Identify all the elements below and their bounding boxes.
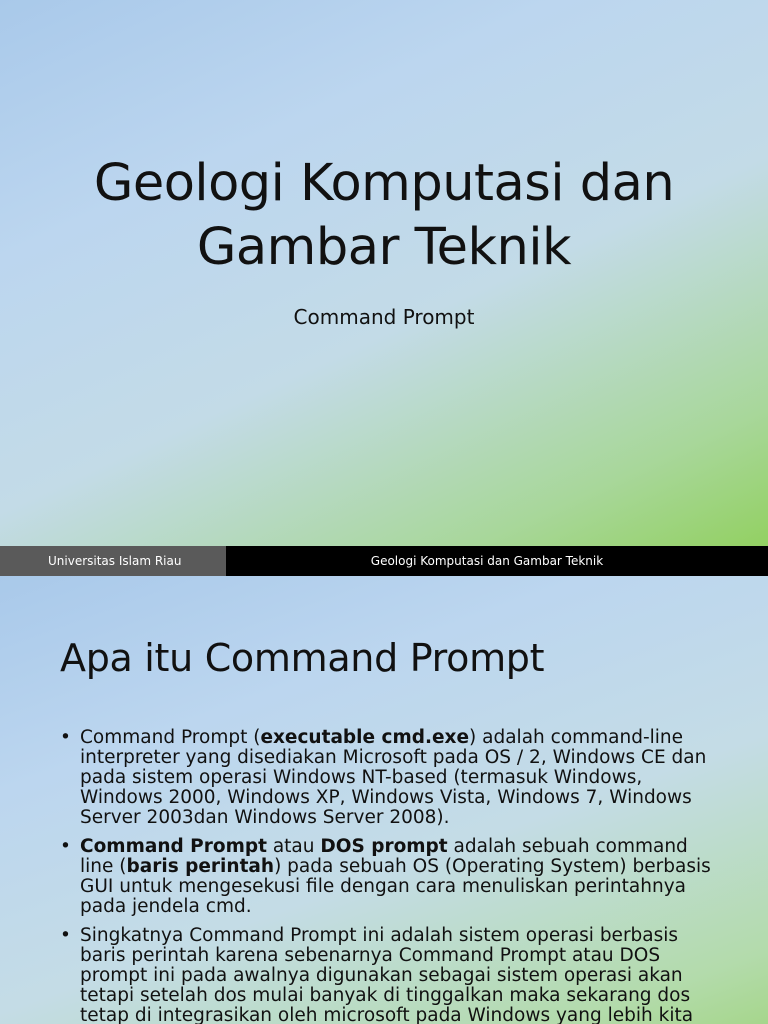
bullet1-bold1: executable cmd.exe — [260, 727, 470, 748]
slide-title — [0, 152, 768, 280]
bullet2-bold2: DOS prompt — [320, 836, 448, 857]
slide-footer — [0, 546, 768, 576]
content-heading: Apa itu Command Prompt — [60, 636, 545, 680]
footer-course-text: Geologi Komputasi dan Gambar Teknik — [370, 554, 604, 568]
footer-institution-text: Universitas Islam Riau — [48, 554, 182, 568]
slide-title-line1: Geologi Komputasi dan — [93, 154, 675, 213]
bullet2-text1: atau — [266, 836, 321, 857]
slide-title-line2: Gambar Teknik — [196, 218, 572, 277]
bullet2-bold3: baris perintah — [126, 856, 275, 877]
bullet2-bold1: Command Prompt — [80, 836, 267, 857]
slide-subtitle: Command Prompt — [293, 305, 475, 329]
bullet1-text2: ) adalah command-line interpreter yang disediakan Microsoft pada OS / 2, Windows CE dan pada sistem operasi Windows NT-based (termasuk Windows, Windows 2000, Windows XP, Windows Vista, Windows 7, Windows Server 2003dan Windows Server 2008). — [80, 727, 707, 828]
bullet-list — [60, 728, 720, 1024]
bullet-item — [60, 837, 720, 917]
bullet3-text1: Singkatnya Command Prompt ini adalah sistem operasi berbasis baris perintah karena sebenarnya Command Prompt atau DOS prompt ini pada awalnya digunakan sebagai sistem operasi akan tetapi setelah dos mulai banyak di tinggalkan maka sekarang dos tetap di integrasikan oleh microsoft pada Windows yang lebih kita — [80, 925, 694, 1024]
bullet-item — [60, 926, 720, 1024]
bullet2-text3: ) pada sebuah OS (Operating System) berbasis GUI untuk mengesekusi file dengan cara menuliskan perintahnya pada jendela cmd. — [80, 856, 711, 917]
bullet2-text2: adalah sebuah command line ( — [80, 836, 688, 877]
bullet1-text1: Command Prompt ( — [80, 727, 261, 748]
content-slide — [0, 576, 768, 1024]
bullet-item — [60, 728, 720, 828]
footer-institution — [0, 546, 226, 576]
footer-course — [226, 546, 768, 576]
